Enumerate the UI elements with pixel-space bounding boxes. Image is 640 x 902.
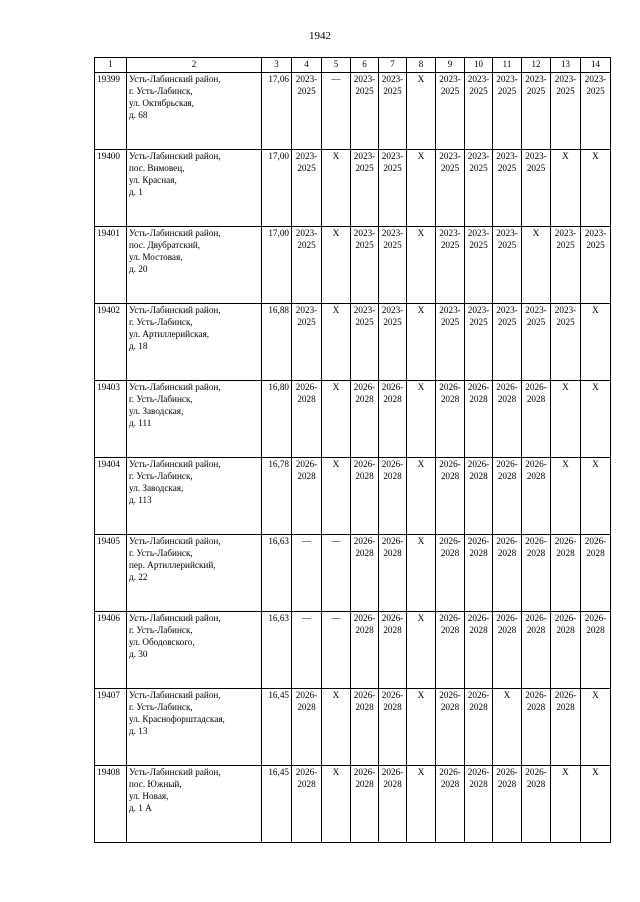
period-cell: X bbox=[493, 688, 522, 765]
period-cell: 2026- 2028 bbox=[436, 380, 465, 457]
period-cell: 2023- 2025 bbox=[436, 303, 465, 380]
period-cell: 2023- 2025 bbox=[379, 72, 407, 149]
address-line: д. 1 А bbox=[129, 802, 152, 813]
period-cell: 2026- 2028 bbox=[465, 765, 493, 842]
area-cell: 16,63 bbox=[262, 534, 292, 611]
header-cell: 7 bbox=[379, 58, 407, 73]
period-cell: 2026- 2028 bbox=[551, 688, 581, 765]
period-cell: — bbox=[322, 72, 351, 149]
period-cell: X bbox=[551, 149, 581, 226]
period-cell: 2026- 2028 bbox=[551, 534, 581, 611]
header-cell: 4 bbox=[292, 58, 322, 73]
period-cell: X bbox=[407, 380, 436, 457]
period-cell: X bbox=[581, 688, 611, 765]
table-row bbox=[95, 72, 611, 149]
address-line: ул. Мостовая, bbox=[129, 251, 183, 262]
period-cell: X bbox=[581, 380, 611, 457]
period-cell: 2023- 2025 bbox=[493, 226, 522, 303]
period-cell: 2023- 2025 bbox=[351, 72, 379, 149]
period-cell: 2026- 2028 bbox=[292, 457, 322, 534]
page-number: 1942 bbox=[309, 30, 331, 42]
period-cell: 2026- 2028 bbox=[522, 688, 551, 765]
period-cell: 2026- 2028 bbox=[493, 611, 522, 688]
address-line: Усть-Лабинский район, bbox=[129, 150, 221, 161]
period-cell: 2026- 2028 bbox=[436, 688, 465, 765]
table-row bbox=[95, 534, 611, 611]
header-cell: 13 bbox=[551, 58, 581, 73]
period-cell: X bbox=[322, 149, 351, 226]
period-cell: 2026- 2028 bbox=[351, 457, 379, 534]
address-line: ул. Октябрьская, bbox=[129, 97, 194, 108]
period-cell: 2023- 2025 bbox=[465, 149, 493, 226]
address-cell bbox=[127, 534, 262, 611]
row-number: 19402 bbox=[95, 303, 127, 380]
address-line: г. Усть-Лабинск, bbox=[129, 547, 193, 558]
period-cell: 2026- 2028 bbox=[465, 380, 493, 457]
period-cell: X bbox=[407, 72, 436, 149]
period-cell: 2023- 2025 bbox=[581, 226, 611, 303]
address-line: Усть-Лабинский район, bbox=[129, 381, 221, 392]
period-cell: 2026- 2028 bbox=[379, 765, 407, 842]
address-line: д. 1 bbox=[129, 186, 143, 197]
period-cell: 2023- 2025 bbox=[351, 226, 379, 303]
header-cell: 14 bbox=[581, 58, 611, 73]
period-cell: 2026- 2028 bbox=[292, 765, 322, 842]
period-cell: 2023- 2025 bbox=[465, 72, 493, 149]
address-line: ул. Заводская, bbox=[129, 482, 184, 493]
address-line: г. Усть-Лабинск, bbox=[129, 624, 193, 635]
period-cell: — bbox=[292, 611, 322, 688]
address-line: д. 68 bbox=[129, 109, 148, 120]
row-number: 19406 bbox=[95, 611, 127, 688]
address-cell bbox=[127, 149, 262, 226]
period-cell: 2023- 2025 bbox=[436, 72, 465, 149]
period-cell: 2023- 2025 bbox=[465, 226, 493, 303]
period-cell: 2026- 2028 bbox=[436, 534, 465, 611]
header-cell: 2 bbox=[127, 58, 262, 73]
address-cell bbox=[127, 611, 262, 688]
period-cell: 2023- 2025 bbox=[436, 226, 465, 303]
period-cell: 2026- 2028 bbox=[465, 534, 493, 611]
period-cell: 2026- 2028 bbox=[581, 534, 611, 611]
address-line: д. 22 bbox=[129, 571, 148, 582]
address-line: пос. Вимовец, bbox=[129, 162, 185, 173]
row-number: 19400 bbox=[95, 149, 127, 226]
period-cell: 2023- 2025 bbox=[493, 149, 522, 226]
period-cell: 2026- 2028 bbox=[465, 688, 493, 765]
period-cell: 2026- 2028 bbox=[292, 380, 322, 457]
address-cell bbox=[127, 226, 262, 303]
period-cell: X bbox=[407, 149, 436, 226]
area-cell: 17,00 bbox=[262, 149, 292, 226]
address-cell bbox=[127, 765, 262, 842]
period-cell: 2023- 2025 bbox=[436, 149, 465, 226]
area-cell: 17,00 bbox=[262, 226, 292, 303]
period-cell: — bbox=[322, 534, 351, 611]
period-cell: 2026- 2028 bbox=[379, 534, 407, 611]
period-cell: X bbox=[322, 380, 351, 457]
row-number: 19403 bbox=[95, 380, 127, 457]
table-row bbox=[95, 303, 611, 380]
period-cell: 2026- 2028 bbox=[379, 457, 407, 534]
address-line: ул. Краснофорштадская, bbox=[129, 713, 225, 724]
row-number: 19399 bbox=[95, 72, 127, 149]
period-cell: 2026- 2028 bbox=[351, 765, 379, 842]
period-cell: 2026- 2028 bbox=[436, 457, 465, 534]
address-line: г. Усть-Лабинск, bbox=[129, 316, 193, 327]
address-cell bbox=[127, 72, 262, 149]
address-line: пер. Артиллерийский, bbox=[129, 559, 216, 570]
address-line: Усть-Лабинский район, bbox=[129, 227, 221, 238]
period-cell: 2026- 2028 bbox=[436, 765, 465, 842]
address-line: Усть-Лабинский район, bbox=[129, 458, 221, 469]
period-cell: X bbox=[522, 226, 551, 303]
period-cell: 2023- 2025 bbox=[292, 226, 322, 303]
period-cell: — bbox=[292, 534, 322, 611]
address-line: г. Усть-Лабинск, bbox=[129, 85, 193, 96]
period-cell: 2023- 2025 bbox=[379, 226, 407, 303]
area-cell: 16,88 bbox=[262, 303, 292, 380]
table-row bbox=[95, 380, 611, 457]
header-cell: 10 bbox=[465, 58, 493, 73]
address-line: ул. Артиллерийская, bbox=[129, 328, 210, 339]
address-line: Усть-Лабинский район, bbox=[129, 612, 221, 623]
table-row bbox=[95, 688, 611, 765]
address-line: ул. Ободовского, bbox=[129, 636, 195, 647]
address-line: Усть-Лабинский район, bbox=[129, 766, 221, 777]
header-cell: 9 bbox=[436, 58, 465, 73]
table-header-row bbox=[95, 58, 611, 73]
period-cell: X bbox=[407, 611, 436, 688]
period-cell: 2023- 2025 bbox=[351, 303, 379, 380]
period-cell: 2026- 2028 bbox=[522, 765, 551, 842]
address-line: д. 18 bbox=[129, 340, 148, 351]
address-line: г. Усть-Лабинск, bbox=[129, 393, 193, 404]
area-cell: 17,06 bbox=[262, 72, 292, 149]
period-cell: 2026- 2028 bbox=[351, 688, 379, 765]
address-line: ул. Красная, bbox=[129, 174, 177, 185]
period-cell: 2023- 2025 bbox=[522, 303, 551, 380]
period-cell: 2026- 2028 bbox=[493, 457, 522, 534]
period-cell: 2026- 2028 bbox=[351, 534, 379, 611]
period-cell: X bbox=[322, 303, 351, 380]
period-cell: X bbox=[322, 765, 351, 842]
address-line: Усть-Лабинский район, bbox=[129, 689, 221, 700]
period-cell: 2023- 2025 bbox=[551, 226, 581, 303]
header-cell: 8 bbox=[407, 58, 436, 73]
period-cell: X bbox=[551, 765, 581, 842]
period-cell: X bbox=[322, 226, 351, 303]
address-line: д. 13 bbox=[129, 725, 148, 736]
row-number: 19408 bbox=[95, 765, 127, 842]
period-cell: 2026- 2028 bbox=[292, 688, 322, 765]
address-cell bbox=[127, 457, 262, 534]
period-cell: X bbox=[407, 457, 436, 534]
period-cell: X bbox=[581, 303, 611, 380]
address-line: ул. Заводская, bbox=[129, 405, 184, 416]
address-cell bbox=[127, 303, 262, 380]
address-line: ул. Новая, bbox=[129, 790, 169, 801]
table-row bbox=[95, 457, 611, 534]
period-cell: 2026- 2028 bbox=[379, 688, 407, 765]
period-cell: 2026- 2028 bbox=[493, 765, 522, 842]
period-cell: 2026- 2028 bbox=[379, 611, 407, 688]
period-cell: 2023- 2025 bbox=[522, 149, 551, 226]
period-cell: X bbox=[407, 303, 436, 380]
period-cell: 2026- 2028 bbox=[522, 534, 551, 611]
address-cell bbox=[127, 688, 262, 765]
period-cell: 2023- 2025 bbox=[292, 149, 322, 226]
register-table bbox=[94, 57, 611, 843]
period-cell: 2023- 2025 bbox=[351, 149, 379, 226]
area-cell: 16,63 bbox=[262, 611, 292, 688]
area-cell: 16,45 bbox=[262, 765, 292, 842]
period-cell: 2023- 2025 bbox=[292, 72, 322, 149]
row-number: 19405 bbox=[95, 534, 127, 611]
address-line: г. Усть-Лабинск, bbox=[129, 701, 193, 712]
period-cell: 2026- 2028 bbox=[493, 380, 522, 457]
period-cell: X bbox=[407, 688, 436, 765]
period-cell: X bbox=[581, 149, 611, 226]
period-cell: X bbox=[322, 688, 351, 765]
period-cell: 2026- 2028 bbox=[493, 534, 522, 611]
period-cell: 2023- 2025 bbox=[493, 303, 522, 380]
row-number: 19401 bbox=[95, 226, 127, 303]
period-cell: 2023- 2025 bbox=[465, 303, 493, 380]
period-cell: 2026- 2028 bbox=[522, 380, 551, 457]
header-cell: 12 bbox=[522, 58, 551, 73]
period-cell: 2026- 2028 bbox=[551, 611, 581, 688]
header-cell: 1 bbox=[95, 58, 127, 73]
area-cell: 16,80 bbox=[262, 380, 292, 457]
period-cell: 2023- 2025 bbox=[522, 72, 551, 149]
address-line: д. 30 bbox=[129, 648, 148, 659]
table-row bbox=[95, 226, 611, 303]
address-line: пос. Южный, bbox=[129, 778, 182, 789]
area-cell: 16,45 bbox=[262, 688, 292, 765]
period-cell: 2026- 2028 bbox=[465, 611, 493, 688]
period-cell: X bbox=[581, 765, 611, 842]
period-cell: X bbox=[407, 226, 436, 303]
address-line: д. 20 bbox=[129, 263, 148, 274]
period-cell: 2023- 2025 bbox=[551, 303, 581, 380]
period-cell: 2026- 2028 bbox=[465, 457, 493, 534]
period-cell: 2026- 2028 bbox=[522, 611, 551, 688]
period-cell: 2026- 2028 bbox=[581, 611, 611, 688]
table-row bbox=[95, 611, 611, 688]
period-cell: 2026- 2028 bbox=[351, 380, 379, 457]
period-cell: — bbox=[322, 611, 351, 688]
address-line: Усть-Лабинский район, bbox=[129, 535, 221, 546]
row-number: 19407 bbox=[95, 688, 127, 765]
address-line: г. Усть-Лабинск, bbox=[129, 470, 193, 481]
address-line: пос. Двубратский, bbox=[129, 239, 201, 250]
period-cell: 2026- 2028 bbox=[351, 611, 379, 688]
address-line: Усть-Лабинский район, bbox=[129, 73, 221, 84]
period-cell: 2023- 2025 bbox=[551, 72, 581, 149]
period-cell: 2023- 2025 bbox=[581, 72, 611, 149]
period-cell: 2023- 2025 bbox=[379, 149, 407, 226]
period-cell: X bbox=[581, 457, 611, 534]
row-number: 19404 bbox=[95, 457, 127, 534]
area-cell: 16,78 bbox=[262, 457, 292, 534]
period-cell: X bbox=[407, 765, 436, 842]
table-row bbox=[95, 765, 611, 842]
period-cell: 2026- 2028 bbox=[379, 380, 407, 457]
address-line: Усть-Лабинский район, bbox=[129, 304, 221, 315]
address-cell bbox=[127, 380, 262, 457]
period-cell: 2023- 2025 bbox=[292, 303, 322, 380]
period-cell: X bbox=[407, 534, 436, 611]
address-line: д. 113 bbox=[129, 494, 152, 505]
table-row bbox=[95, 149, 611, 226]
period-cell: 2026- 2028 bbox=[522, 457, 551, 534]
address-line: д. 111 bbox=[129, 417, 152, 428]
period-cell: X bbox=[322, 457, 351, 534]
period-cell: 2023- 2025 bbox=[493, 72, 522, 149]
header-cell: 11 bbox=[493, 58, 522, 73]
header-cell: 3 bbox=[262, 58, 292, 73]
period-cell: 2023- 2025 bbox=[379, 303, 407, 380]
period-cell: 2026- 2028 bbox=[436, 611, 465, 688]
period-cell: X bbox=[551, 380, 581, 457]
header-cell: 5 bbox=[322, 58, 351, 73]
header-cell: 6 bbox=[351, 58, 379, 73]
period-cell: X bbox=[551, 457, 581, 534]
